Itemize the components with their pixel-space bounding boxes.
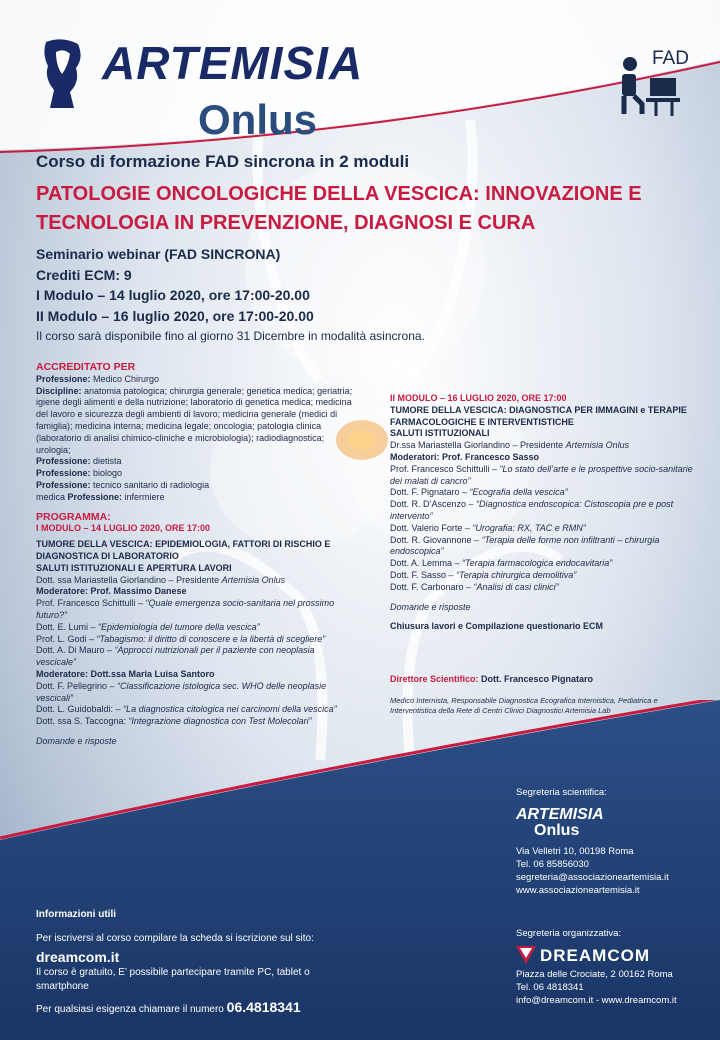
disciplines-line: Discipline: anatomia patologica; chirurgia generale; genetica medica; geriatria; igiene degli alimenti e della nutrizione; laboratorio di genetica medica; medicina del lavoro e sicurezza degli ambienti di lavoro; medicina generale (medici di famiglia); medicina interna; medicina legale; oncologia; patologia clinica (laboratorio di analisi chimico-cliniche e microbiologia); radiodiagnostica; urologia; [36, 385, 353, 455]
computer-user-icon [612, 56, 682, 118]
organizing-phone: Tel. 06 4818341 [516, 982, 584, 993]
talk-item: Dott. L. Guidobaldi: – “La diagnostica citologica nei carcinomi della vescica” [36, 704, 337, 715]
useful-info [36, 908, 336, 1017]
course-title: Corso di formazione FAD sincrona in 2 moduli [36, 152, 410, 171]
module-2-heading: II MODULO – 16 LUGLIO 2020, ORE 17:00 [390, 393, 567, 403]
module-2-date: II Modulo – 16 luglio 2020, ore 17:00-20.00 [36, 307, 314, 324]
talk-item: Dott. F. Pellegrino – “Classificazione istologica sec. WHO delle neoplasie vescicali” [36, 680, 327, 703]
free-course-note: Il corso è gratuito, E’ possibile partecipare tramite PC, tablet o smartphone [36, 967, 310, 992]
accreditation-heading: ACCREDITATO PER [36, 361, 136, 373]
organizing-contact[interactable]: info@dreamcom.it - www.dreamcom.it [516, 995, 677, 1006]
module-2-greeting-head: SALUTI ISTITUZIONALI [390, 428, 490, 439]
module-1-heading: I MODULO – 14 LUGLIO 2020, ORE 17:00 [36, 523, 211, 534]
profession-line: Professione: dietista [36, 456, 122, 467]
dreamcom-logo: DREAMCOM [516, 946, 716, 964]
scientific-secretariat-heading: Segreteria scientifica: [516, 787, 607, 798]
right-column [390, 393, 700, 633]
seminar-type: Seminario webinar (FAD SINCRONA) [36, 246, 281, 262]
module-1-date: I Modulo – 14 luglio 2020, ore 17:00-20.00 [36, 287, 310, 303]
program-heading: PROGRAMMA: [36, 510, 111, 523]
brand-name: ARTEMISIA [102, 37, 364, 89]
fad-badge [612, 48, 692, 118]
closing-line: Chiusura lavori e Compilazione questionario ECM [390, 621, 604, 632]
module-1-opening: SALUTI ISTITUZIONALI E APERTURA LAVORI [36, 562, 232, 573]
contact-phone: 06.4818341 [226, 999, 301, 1015]
profession-line: medica Professione: infermiere [36, 491, 165, 502]
subtitle-line-2: TECNOLOGIA IN PREVENZIONE, DIAGNOSI E CURA [36, 212, 536, 234]
director-note: Medico Internista, Responsabile Diagnostica Ecografica Internistica, Pediatrica e Interventistica della Rete di Centri Clinici Diagnostici Artemisia Lab [390, 696, 658, 715]
left-column [36, 362, 356, 748]
qa-line: Domande e risposte [36, 735, 117, 746]
moderator-line: Moderatore: Prof. Massimo Danese [36, 586, 187, 597]
async-note: Il corso sarà disponibile fino al giorno 31 Dicembre in modalità asincrona. [36, 329, 425, 343]
module-1-topic: TUMORE DELLA VESCICA: EPIDEMIOLOGIA, FATTORI DI RISCHIO E DIAGNOSTICA DI LABORATORIO [36, 539, 331, 561]
talk-item: Dott. F. Pignataro – “Ecografia della vescica” [390, 487, 568, 498]
useful-info-heading: Informazioni utili [36, 909, 116, 920]
greeting-line: Dott. ssa Mariastella Giorlandino – Presidente Artemisia Onlus [36, 574, 286, 585]
dreamcom-mark-icon [516, 946, 536, 964]
talk-item: Prof. Francesco Schittulli – “Quale emergenza socio-sanitaria nel prossimo futuro?” [36, 598, 335, 620]
moderator-line: Moderatori: Prof. Francesco Sasso [390, 451, 540, 462]
moderator-line: Moderatore: Dott.ssa Maria Luisa Santoro [36, 668, 215, 679]
talk-item: Prof. L. Godi – “Tabagismo: il diritto di conoscere e la libertà di scegliere” [36, 633, 326, 644]
talk-item: Dott. F. Sasso – “Terapia chirurgica demolitiva” [390, 569, 577, 580]
scientific-email[interactable]: segreteria@associazioneartemisia.it [516, 872, 669, 883]
profession-line: Professione: biologo [36, 468, 123, 479]
talk-item: Dott. F. Carbonaro – “Analisi di casi clinici” [390, 581, 559, 592]
qa-line: Domande e risposte [390, 601, 471, 612]
scientific-director: Direttore Scientifico: Dott. Francesco Pignataro [390, 674, 594, 684]
bust-icon [40, 38, 88, 110]
brand-sub: Onlus [198, 96, 318, 143]
talk-item: Dott. E. Lumi – “Epidemiologia del tumore della vescica” [36, 621, 260, 632]
talk-item: Dott. R. D’Ascenzo – “Diagnostica endoscopica: Cistoscopia pre e post intervento” [390, 499, 674, 521]
ecm-credits: Crediti ECM: 9 [36, 266, 132, 283]
secretariat-info [516, 786, 716, 1007]
talk-item: Dott. A. Lemma – “Terapia farmacologica endocavitaria” [390, 558, 613, 569]
course-subtitle [36, 180, 696, 238]
profession-line: Professione: Medico Chirurgo [36, 373, 160, 384]
talk-item: Dott. A. Di Mauro – “Approcci nutrizionali per il paziente con neoplasia vescicale” [36, 645, 315, 668]
organizing-secretariat-heading: Segreteria organizzativa: [516, 928, 622, 939]
artemisia-logo [40, 37, 364, 153]
talk-item: Prof. Francesco Schittulli – “Lo stato dell’arte e le prospettive socio-sanitarie dei malati di cancro” [390, 463, 693, 486]
fad-label: FAD [652, 48, 689, 69]
organizing-address: Piazza delle Crociate, 2 00162 Roma [516, 969, 673, 980]
scientific-address: Via Velletri 10, 00198 Roma [516, 846, 634, 857]
scientific-website[interactable]: www.associazioneartemisia.it [516, 885, 640, 896]
contact-line: Per qualsiasi esigenza chiamare il numero 06.4818341 [36, 999, 301, 1015]
greeting-line: Dr.ssa Mariastella Giorlandino – Presidente Artemisia Onlus [390, 440, 630, 451]
talk-item: Dott. ssa S. Taccogna: “Integrazione diagnostica con Test Molecolari” [36, 716, 312, 727]
course-info [36, 244, 425, 347]
profession-line: Professione: tecnico sanitario di radiologia [36, 479, 210, 490]
subtitle-line-1: PATOLOGIE ONCOLOGICHE DELLA VESCICA: INNOVAZIONE E [36, 183, 642, 205]
scientific-phone: Tel. 06 85856030 [516, 859, 589, 870]
talk-item: Dott. R. Giovannone – “Terapia delle forme non infiltranti – chirurgia endoscopica” [390, 534, 660, 557]
registration-note: Per iscriversi al corso compilare la scheda si iscrizione sul sito: [36, 933, 314, 944]
registration-site-link[interactable]: dreamcom.it [36, 949, 120, 965]
talk-item: Dott. Valerio Forte – “Urografia: RX, TAC e RMN” [390, 522, 586, 533]
mini-artemisia-logo: ARTEMISIA Onlus [516, 806, 604, 839]
module-2-topic: TUMORE DELLA VESCICA: DIAGNOSTICA PER IMMAGINI e TERAPIE FARMACOLOGICHE E INTERVENTISTICHE [390, 404, 687, 427]
